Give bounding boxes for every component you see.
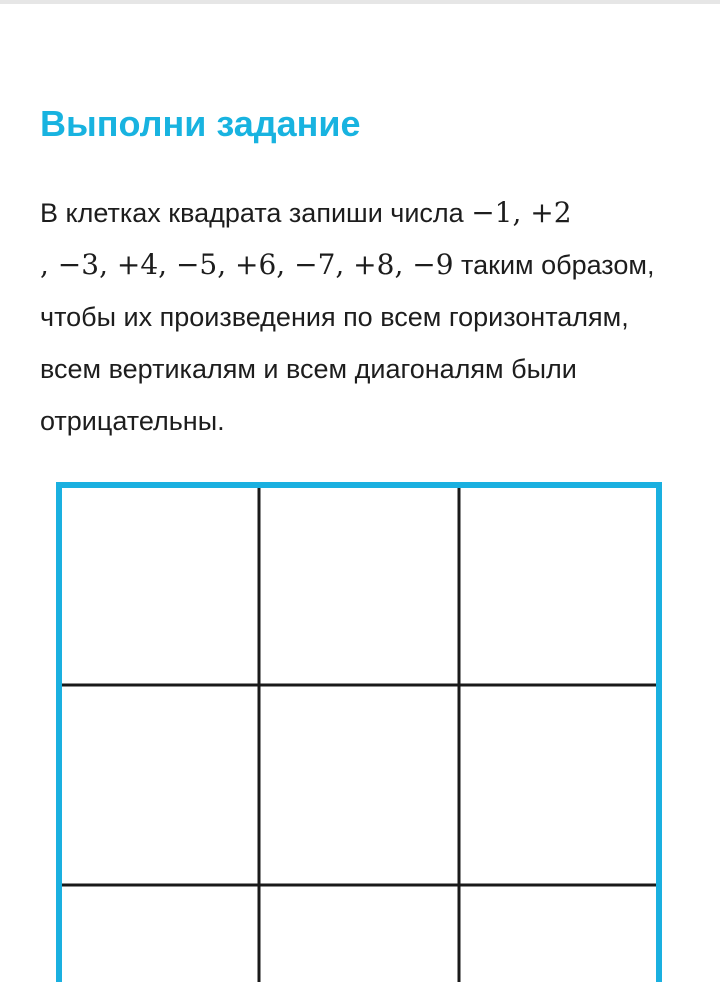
grid-cell-r2-c2[interactable] — [259, 685, 459, 885]
grid-cell-r2-c1[interactable] — [59, 685, 259, 885]
grid-drawing — [56, 482, 664, 982]
math-numbers-line1: −1, +2 — [471, 196, 572, 229]
task-title: Выполни задание — [40, 103, 361, 144]
grid-cell-r1-c2[interactable] — [259, 485, 459, 685]
grid-cell-r3-c1[interactable] — [59, 885, 259, 982]
grid-cell-r3-c3[interactable] — [459, 885, 659, 982]
task-description — [40, 187, 690, 447]
number-square-grid — [56, 482, 664, 982]
top-divider — [0, 0, 720, 4]
math-numbers-line2: , −3, +4, −5, +6, −7, +8, −9 — [40, 248, 454, 281]
task-text-end: таким образом, чтобы их произведения по всем горизонталям, всем вертикалям и всем диагоналям были отрицательны. — [40, 250, 655, 436]
task-text-start: В клетках квадрата запиши числа — [40, 198, 472, 228]
grid-cell-r3-c2[interactable] — [259, 885, 459, 982]
grid-cell-r1-c3[interactable] — [459, 485, 659, 685]
grid-cell-r2-c3[interactable] — [459, 685, 659, 885]
grid-cell-r1-c1[interactable] — [59, 485, 259, 685]
